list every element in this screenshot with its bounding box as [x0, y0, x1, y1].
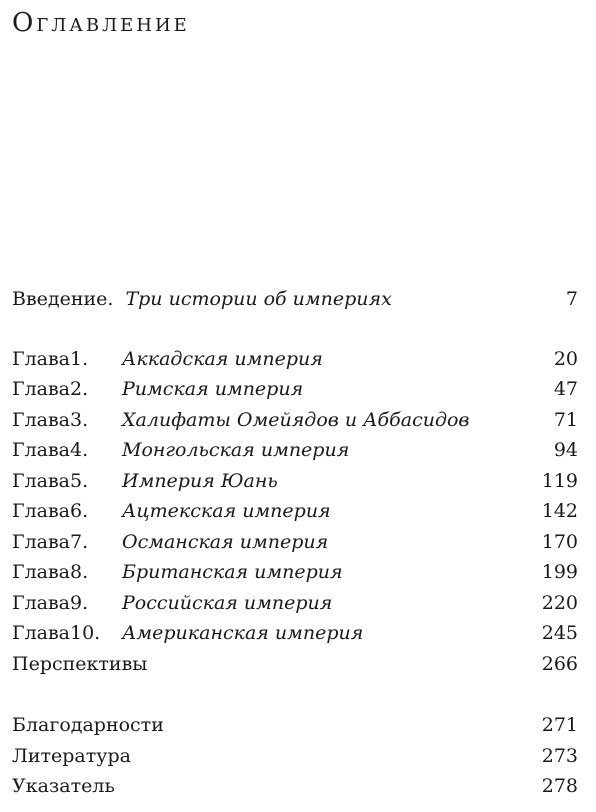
intro-title: Три истории об империях: [125, 288, 392, 310]
toc-entry-perspectives: [12, 651, 578, 677]
toc-entry-index: [12, 773, 578, 799]
toc-entry-chapter-6: [12, 498, 578, 524]
chapter-page-number: 47: [553, 378, 578, 400]
page-title: Оглавление: [12, 8, 190, 38]
chapter-page-number: 71: [553, 409, 578, 431]
chapter-word: Глава: [12, 561, 71, 583]
chapter-number: 9.: [70, 592, 89, 614]
back-matter-page-number: 278: [541, 775, 578, 797]
chapter-word: Глава: [12, 439, 71, 461]
toc-entry-chapter-1: [12, 346, 578, 372]
back-matter-page-number: 273: [541, 745, 578, 767]
chapter-title: Американская империя: [122, 622, 364, 644]
chapter-number: 10.: [70, 622, 101, 644]
chapter-title: Монгольская империя: [122, 439, 350, 461]
intro-label: Введение.: [12, 288, 114, 310]
chapter-page-number: 142: [541, 500, 578, 522]
chapter-title: Аккадская империя: [122, 348, 323, 370]
chapter-title: Империя Юань: [122, 470, 278, 492]
toc-entry-literature: [12, 743, 578, 769]
perspectives-page-number: 266: [541, 653, 578, 675]
chapter-number: 2.: [70, 378, 89, 400]
chapter-word: Глава: [12, 470, 71, 492]
toc-entry-chapter-4: [12, 437, 578, 463]
toc-entry-chapter-9: [12, 590, 578, 616]
chapter-title: Римская империя: [122, 378, 304, 400]
chapter-page-number: 245: [541, 622, 578, 644]
chapter-word: Глава: [12, 409, 71, 431]
chapter-number: 3.: [70, 409, 89, 431]
chapter-title: Халифаты Омейядов и Аббасидов: [122, 409, 470, 431]
chapter-title: Британская империя: [122, 561, 343, 583]
toc-entry-chapter-10: [12, 620, 578, 646]
toc-entry-chapter-2: [12, 376, 578, 402]
chapter-page-number: 20: [553, 348, 578, 370]
toc-entry-acknowledgements: [12, 712, 578, 738]
back-matter-page-number: 271: [541, 714, 578, 736]
chapter-word: Глава: [12, 592, 71, 614]
chapter-word: Глава: [12, 500, 71, 522]
chapter-number: 8.: [70, 561, 89, 583]
chapter-title: Османская империя: [122, 531, 329, 553]
toc-entry-intro: [12, 286, 578, 312]
back-matter-label: Указатель: [12, 775, 115, 797]
chapter-word: Глава: [12, 378, 71, 400]
chapter-page-number: 119: [541, 470, 578, 492]
chapter-page-number: 220: [541, 592, 578, 614]
chapter-word: Глава: [12, 531, 71, 553]
toc-entry-chapter-5: [12, 468, 578, 494]
chapter-title: Российская империя: [122, 592, 333, 614]
chapter-page-number: 199: [541, 561, 578, 583]
toc-entry-chapter-8: [12, 559, 578, 585]
perspectives-label: Перспективы: [12, 653, 148, 675]
chapter-number: 6.: [70, 500, 89, 522]
toc-entry-chapter-3: [12, 407, 578, 433]
chapter-number: 4.: [70, 439, 89, 461]
toc-entry-chapter-7: [12, 529, 578, 555]
chapter-page-number: 170: [541, 531, 578, 553]
back-matter-label: Литература: [12, 745, 131, 767]
chapter-number: 7.: [70, 531, 89, 553]
back-matter-label: Благодарности: [12, 714, 164, 736]
intro-page-number: 7: [565, 288, 578, 310]
chapter-word: Глава: [12, 348, 71, 370]
chapter-number: 1.: [70, 348, 89, 370]
chapter-page-number: 94: [553, 439, 578, 461]
chapter-title: Ацтекская империя: [122, 500, 331, 522]
chapter-number: 5.: [70, 470, 89, 492]
chapter-word: Глава: [12, 622, 71, 644]
